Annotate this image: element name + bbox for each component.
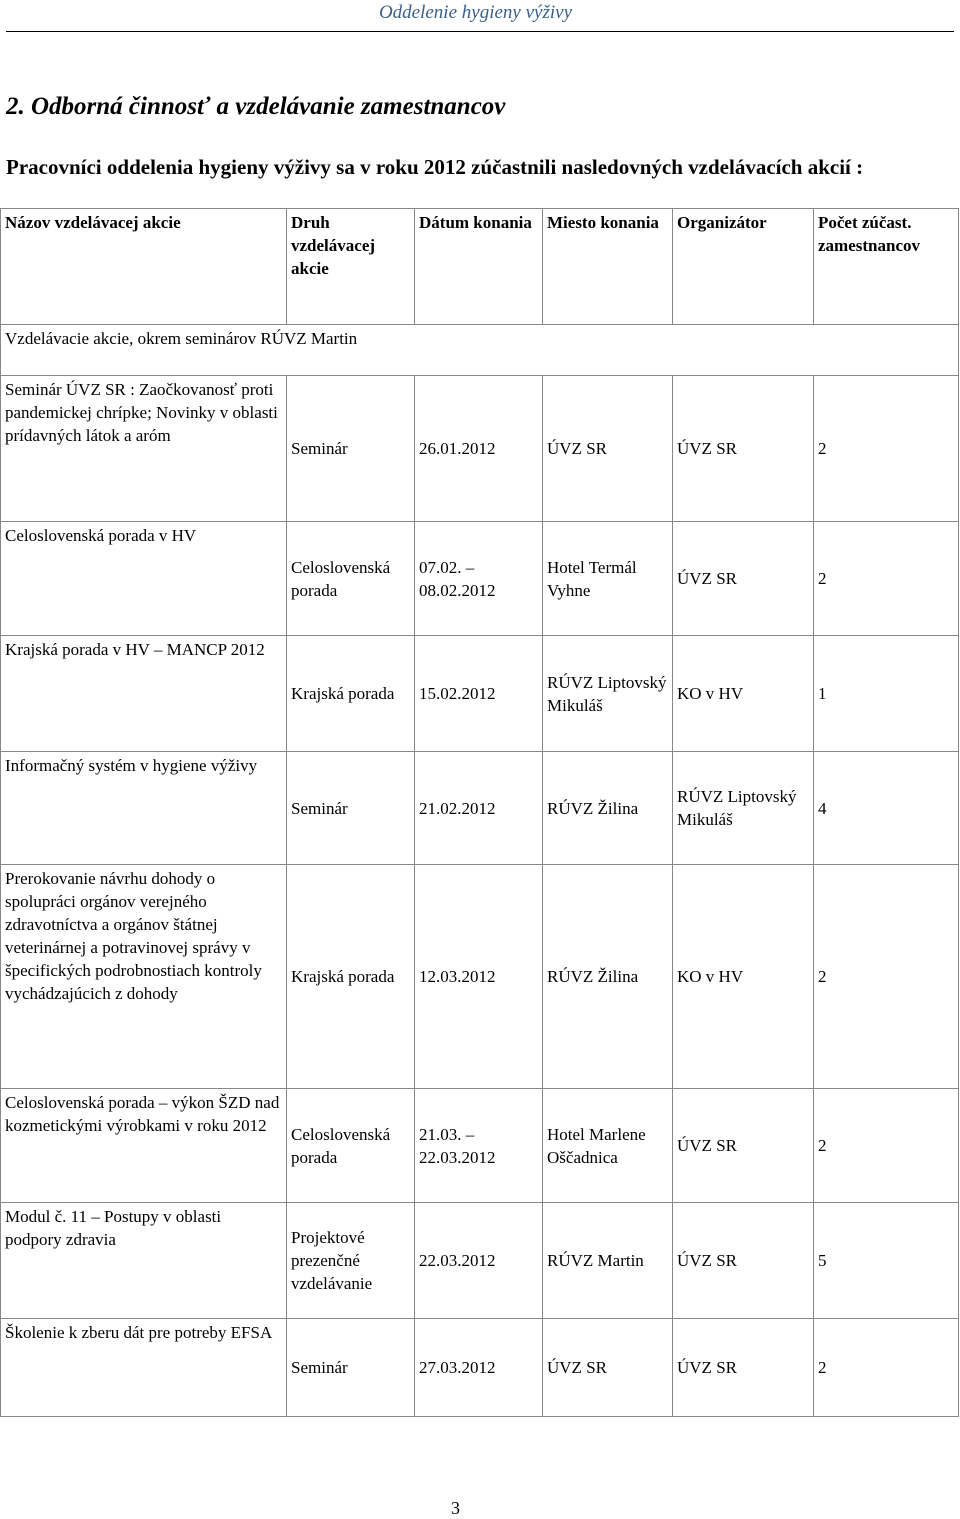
cell-place: ÚVZ SR — [543, 1319, 673, 1417]
cell-date: 15.02.2012 — [415, 636, 543, 752]
cell-count: 2 — [814, 522, 959, 636]
cell-name: Prerokovanie návrhu dohody o spolupráci orgánov verejného zdravotníctva a orgánov štátnej veterinárnej a potravinovej správy v špecifických podrobnostiach kontroly vychádzajúcich z dohody — [1, 865, 287, 1089]
cell-count: 2 — [814, 865, 959, 1089]
cell-type: Seminár — [287, 1319, 415, 1417]
events-table — [0, 208, 959, 1417]
table-row — [1, 1203, 959, 1319]
table-subheader-row — [1, 325, 959, 376]
cell-place: RÚVZ Martin — [543, 1203, 673, 1319]
cell-name: Seminár ÚVZ SR : Zaočkovanosť proti pandemickej chrípke; Novinky v oblasti prídavných látok a aróm — [1, 376, 287, 522]
cell-organizer: ÚVZ SR — [673, 1089, 814, 1203]
cell-type: Seminár — [287, 376, 415, 522]
cell-place: RÚVZ Žilina — [543, 865, 673, 1089]
cell-organizer: ÚVZ SR — [673, 1203, 814, 1319]
cell-date: 21.03. – 22.03.2012 — [415, 1089, 543, 1203]
header-type: Druh vzdelávacej akcie — [287, 209, 415, 325]
header-place: Miesto konania — [543, 209, 673, 325]
cell-place: RÚVZ Liptovský Mikuláš — [543, 636, 673, 752]
cell-type: Projektové prezenčné vzdelávanie — [287, 1203, 415, 1319]
cell-date: 26.01.2012 — [415, 376, 543, 522]
cell-name: Modul č. 11 – Postupy v oblasti podpory zdravia — [1, 1203, 287, 1319]
cell-type: Seminár — [287, 752, 415, 865]
cell-name: Celoslovenská porada v HV — [1, 522, 287, 636]
cell-type: Krajská porada — [287, 865, 415, 1089]
cell-date: 07.02. – 08.02.2012 — [415, 522, 543, 636]
cell-name: Školenie k zberu dát pre potreby EFSA — [1, 1319, 287, 1417]
table-row — [1, 752, 959, 865]
cell-organizer: RÚVZ Liptovský Mikuláš — [673, 752, 814, 865]
cell-name: Informačný systém v hygiene výživy — [1, 752, 287, 865]
cell-organizer: ÚVZ SR — [673, 522, 814, 636]
header-count: Počet zúčast. zamestnancov — [814, 209, 959, 325]
cell-type: Celoslovenská porada — [287, 1089, 415, 1203]
header-organizer: Organizátor — [673, 209, 814, 325]
cell-type: Celoslovenská porada — [287, 522, 415, 636]
cell-date: 12.03.2012 — [415, 865, 543, 1089]
cell-organizer: ÚVZ SR — [673, 376, 814, 522]
section-title: 2. Odborná činnosť a vzdelávanie zamestnancov — [6, 93, 506, 120]
cell-date: 22.03.2012 — [415, 1203, 543, 1319]
header-name: Názov vzdelávacej akcie — [1, 209, 287, 325]
cell-place: RÚVZ Žilina — [543, 752, 673, 865]
table-header-row — [1, 209, 959, 325]
page-number: 3 — [451, 1498, 460, 1518]
cell-count: 1 — [814, 636, 959, 752]
cell-place: Hotel Marlene Oščadnica — [543, 1089, 673, 1203]
cell-count: 2 — [814, 1089, 959, 1203]
header-rule — [6, 31, 954, 32]
cell-place: ÚVZ SR — [543, 376, 673, 522]
intro-paragraph: Pracovníci oddelenia hygieny výživy sa v roku 2012 zúčastnili nasledovných vzdelávacích akcií : — [6, 155, 864, 179]
running-header-text: Oddelenie hygieny výživy — [378, 2, 572, 23]
cell-place: Hotel Termál Vyhne — [543, 522, 673, 636]
table-row — [1, 1319, 959, 1417]
cell-name: Krajská porada v HV – MANCP 2012 — [1, 636, 287, 752]
table-row — [1, 1089, 959, 1203]
cell-organizer: KO v HV — [673, 636, 814, 752]
cell-organizer: KO v HV — [673, 865, 814, 1089]
cell-count: 4 — [814, 752, 959, 865]
cell-count: 2 — [814, 1319, 959, 1417]
cell-date: 27.03.2012 — [415, 1319, 543, 1417]
cell-organizer: ÚVZ SR — [673, 1319, 814, 1417]
table-subheader: Vzdelávacie akcie, okrem seminárov RÚVZ Martin — [1, 325, 959, 376]
table-row — [1, 522, 959, 636]
header-date: Dátum konania — [415, 209, 543, 325]
table-row — [1, 865, 959, 1089]
table-row — [1, 636, 959, 752]
table-row — [1, 376, 959, 522]
cell-count: 2 — [814, 376, 959, 522]
cell-date: 21.02.2012 — [415, 752, 543, 865]
cell-name: Celoslovenská porada – výkon ŠZD nad kozmetickými výrobkami v roku 2012 — [1, 1089, 287, 1203]
cell-type: Krajská porada — [287, 636, 415, 752]
cell-count: 5 — [814, 1203, 959, 1319]
